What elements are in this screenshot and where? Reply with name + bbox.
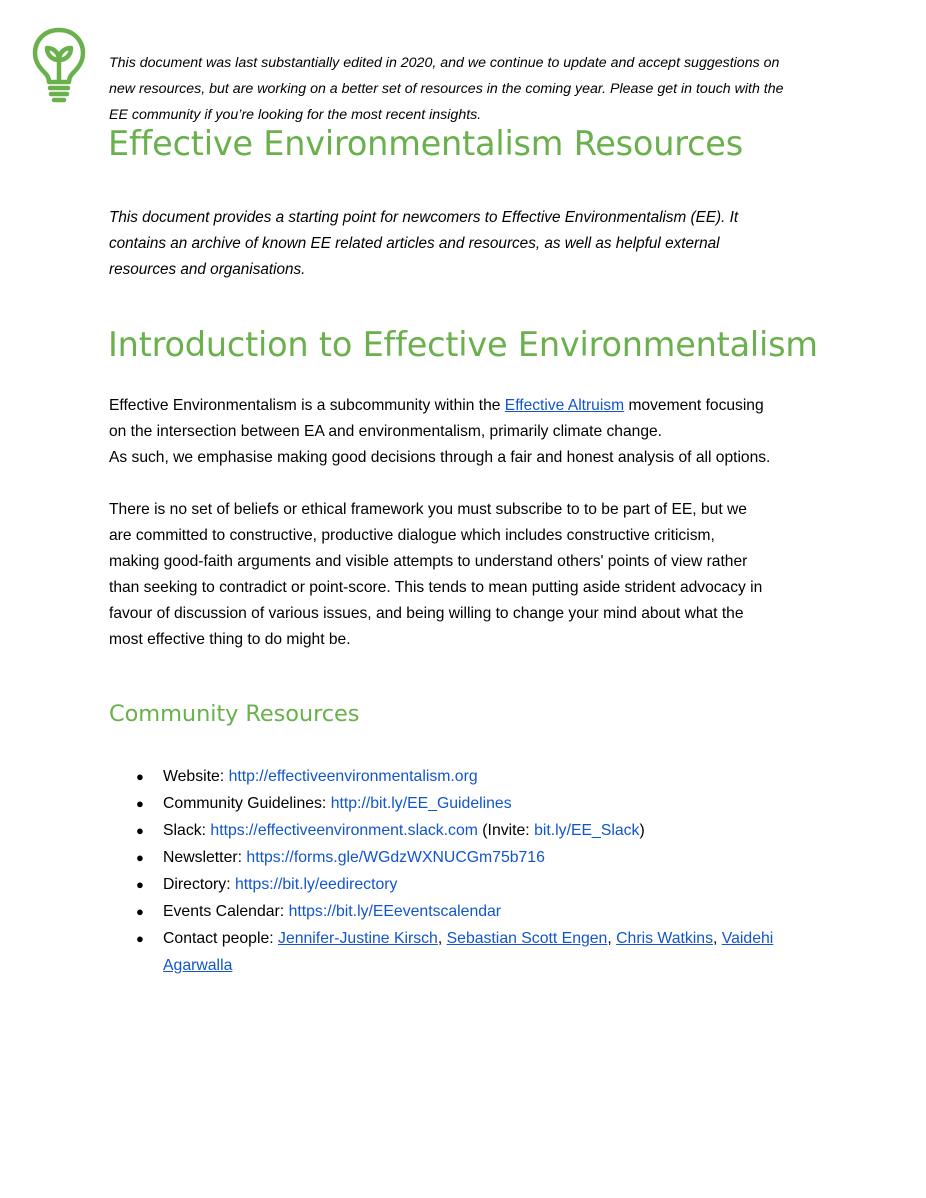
bullet-icon: ● bbox=[136, 796, 144, 811]
item-label: Website: bbox=[163, 768, 229, 785]
list-item-guidelines bbox=[136, 790, 824, 817]
introduction-text bbox=[109, 393, 824, 653]
intro-line: resources and organisations. bbox=[109, 261, 306, 278]
paragraph-gap bbox=[109, 471, 824, 497]
edit-notice bbox=[109, 50, 824, 128]
text-span: movement focusing bbox=[624, 397, 764, 414]
document-body bbox=[109, 50, 824, 979]
directory-link[interactable]: https://bit.ly/eedirectory bbox=[234, 876, 398, 893]
list-item-events bbox=[136, 898, 824, 925]
edit-notice-line: new resources, but are working on a better set of resources in the coming year. Please get in touch with the bbox=[109, 81, 784, 97]
text-span: ) bbox=[639, 822, 645, 839]
community-resources-heading: Community Resources bbox=[109, 701, 360, 727]
bullet-icon: ● bbox=[136, 850, 144, 865]
contact-link[interactable]: Chris Watkins bbox=[616, 930, 713, 947]
contact-link[interactable]: Sebastian Scott Engen bbox=[446, 930, 608, 947]
bullet-icon: ● bbox=[136, 931, 144, 946]
paragraph-line: There is no set of beliefs or ethical framework you must subscribe to to be part of EE, but we bbox=[109, 501, 747, 518]
bullet-icon: ● bbox=[136, 823, 144, 838]
paragraph-line: As such, we emphasise making good decisions through a fair and honest analysis of all options. bbox=[109, 449, 771, 466]
paragraph-line: on the intersection between EA and environmentalism, primarily climate change. bbox=[109, 423, 662, 440]
separator: , bbox=[437, 930, 447, 947]
lightbulb-leaf-icon bbox=[30, 24, 88, 104]
separator: , bbox=[607, 930, 617, 947]
text-span: (Invite: bbox=[477, 822, 535, 839]
paragraph-line: making good-faith arguments and visible attempts to understand others' points of view rather bbox=[109, 553, 748, 570]
events-calendar-link[interactable]: https://bit.ly/EEeventscalendar bbox=[288, 903, 502, 920]
text-span: Effective Environmentalism is a subcommunity within the bbox=[109, 397, 505, 414]
item-label: Directory: bbox=[163, 876, 235, 893]
item-label: Slack: bbox=[163, 822, 211, 839]
bullet-icon: ● bbox=[136, 904, 144, 919]
contact-link[interactable]: Jennifer-Justine Kirsch bbox=[278, 930, 438, 947]
document-title: Effective Environmentalism Resources bbox=[108, 124, 743, 163]
edit-notice-line: EE community if you’re looking for the most recent insights. bbox=[109, 107, 482, 123]
intro-paragraph bbox=[109, 205, 824, 283]
newsletter-link[interactable]: https://forms.gle/WGdzWXNUCGm75b716 bbox=[246, 849, 545, 866]
section-heading-introduction: Introduction to Effective Environmentalism bbox=[108, 325, 818, 364]
website-link[interactable]: http://effectiveenvironmentalism.org bbox=[228, 768, 478, 785]
list-item-directory bbox=[136, 871, 824, 898]
item-label: Contact people: bbox=[163, 930, 279, 947]
paragraph-line: most effective thing to do might be. bbox=[109, 631, 351, 648]
intro-line: This document provides a starting point for newcomers to Effective Environmentalism (EE). It bbox=[109, 209, 739, 226]
item-label: Community Guidelines: bbox=[163, 795, 331, 812]
edit-notice-line: This document was last substantially edited in 2020, and we continue to update and accept suggestions on bbox=[109, 55, 780, 71]
community-resources-list bbox=[109, 763, 824, 979]
guidelines-link[interactable]: http://bit.ly/EE_Guidelines bbox=[330, 795, 512, 812]
list-item-contacts bbox=[136, 925, 824, 979]
bullet-icon: ● bbox=[136, 877, 144, 892]
bullet-icon: ● bbox=[136, 769, 144, 784]
separator: , bbox=[712, 930, 722, 947]
list-item-website bbox=[136, 763, 824, 790]
contact-link[interactable]: Vaidehi Agarwalla bbox=[163, 930, 774, 974]
slack-invite-link[interactable]: bit.ly/EE_Slack bbox=[534, 822, 640, 839]
paragraph-line: are committed to constructive, productive dialogue which includes constructive criticism, bbox=[109, 527, 715, 544]
slack-link[interactable]: https://effectiveenvironment.slack.com bbox=[210, 822, 478, 839]
intro-line: contains an archive of known EE related articles and resources, as well as helpful external bbox=[109, 235, 720, 252]
item-label: Newsletter: bbox=[163, 849, 247, 866]
effective-altruism-link[interactable]: Effective Altruism bbox=[504, 397, 625, 414]
paragraph-line: favour of discussion of various issues, and being willing to change your mind about what the bbox=[109, 605, 744, 622]
item-label: Events Calendar: bbox=[163, 903, 289, 920]
paragraph-line: than seeking to contradict or point-score. This tends to mean putting aside strident advocacy in bbox=[109, 579, 763, 596]
list-item-newsletter bbox=[136, 844, 824, 871]
paragraph-line bbox=[109, 393, 824, 419]
list-item-slack bbox=[136, 817, 824, 844]
